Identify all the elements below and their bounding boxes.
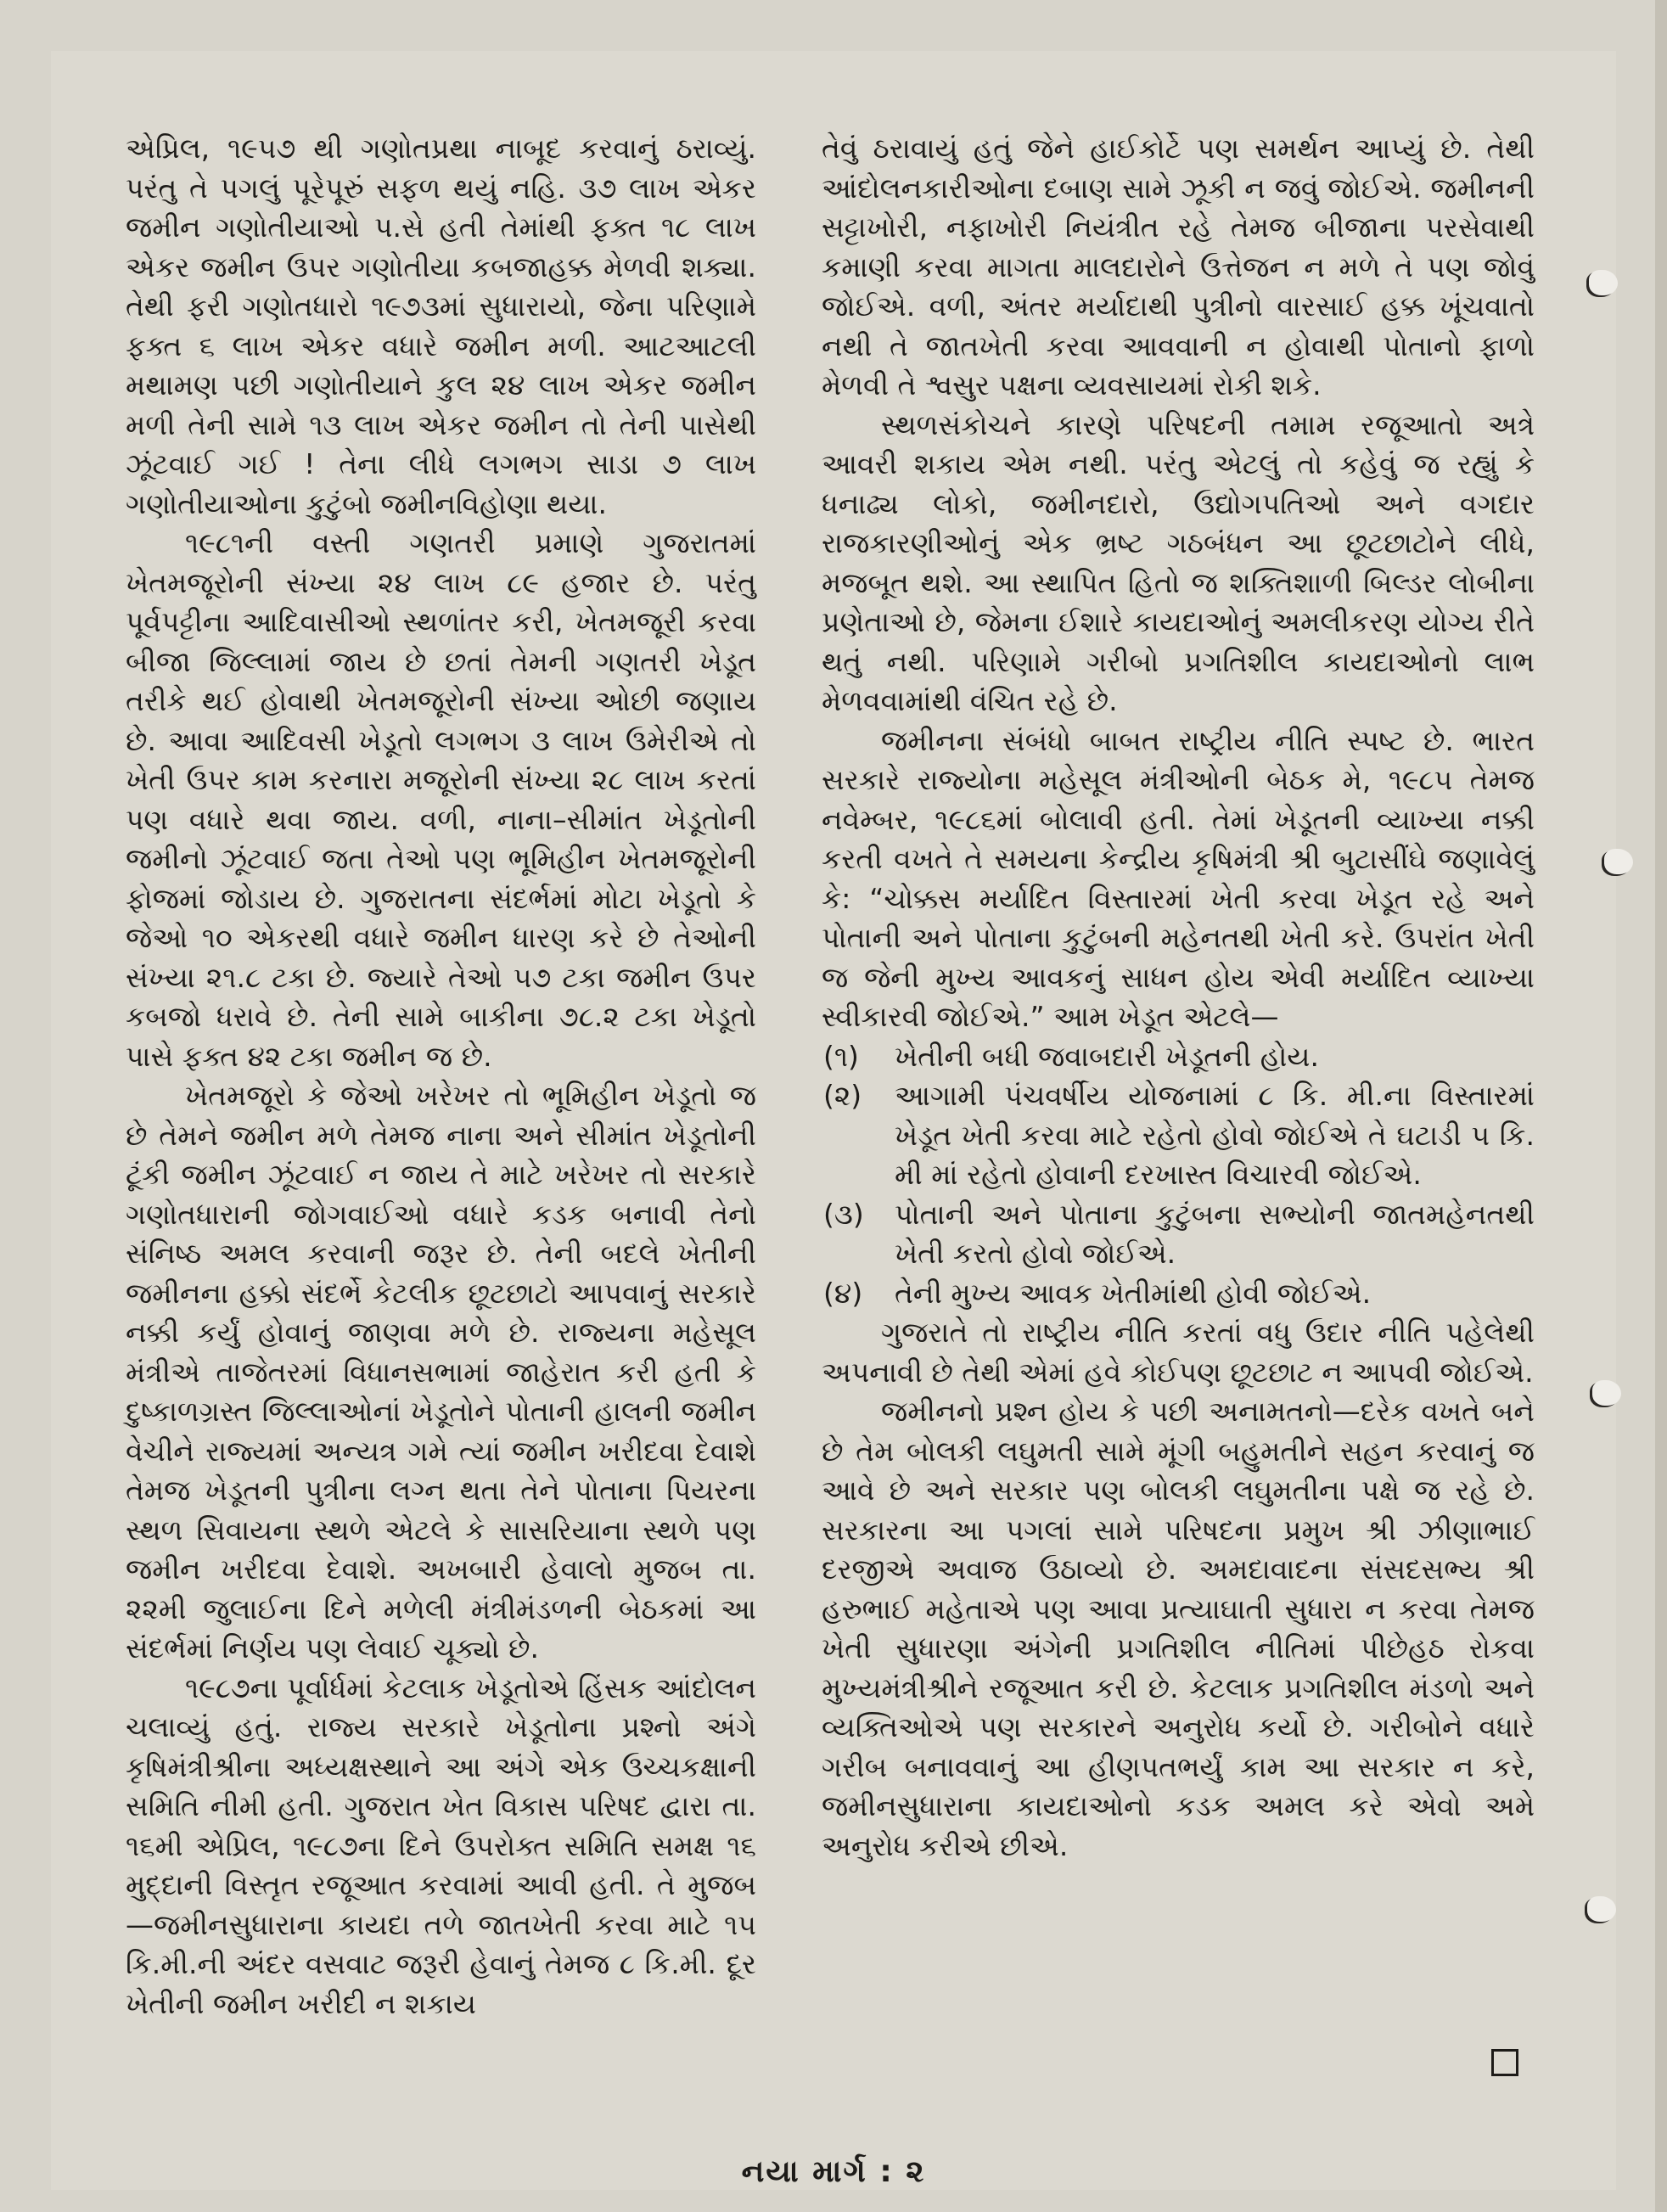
list-number: (૪) <box>823 1276 863 1310</box>
paper-hole <box>1592 1380 1621 1406</box>
page-footer: નયા માર્ગ : ૨ <box>741 2154 926 2189</box>
paragraph: ખેતમજૂરો કે જેઓ ખરેખર તો ભૂમિહીન ખેડૂતો જ છે તેમને જમીન મળે તેમજ નાના અને સીમાંત ખેડૂતોની ટૂંકી જમીન ઝૂંટવાઈ ન જાય તે માટે ખરેખર તો સરકારે ગણોતધારાની જોગવાઈઓ વધારે કડક બનાવી તેનો સંનિષ્ઠ અમલ કરવાની જરૂર છે. તેની બદલે ખેતીની જમીનના હક્કો સંદર્ભે કેટલીક છૂટછાટો આપવાનું સરકારે નક્કી કર્યું હોવાનું જાણવા મળે છે. રાજ્યના મહેસૂલ મંત્રીએ તાજેતરમાં વિધાનસભામાં જાહેરાત કરી હતી કે દુષ્કાળગ્રસ્ત જિલ્લાઓનાં ખેડૂતોને પોતાની હાલની જમીન વેચીને રાજ્યમાં અન્યત્ર ગમે ત્યાં જમીન ખરીદવા દેવાશે તેમજ ખેડૂતની પુત્રીના લગ્ન થતા તેને પોતાના પિયરના સ્થળ સિવાયના સ્થળે એટલે કે સાસરિયાના સ્થળે પણ જમીન ખરીદવા દેવાશે. અખબારી હેવાલો મુજબ તા. ૨૨મી જુલાઈના દિને મળેલી મંત્રીમંડળની બેઠકમાં આ સંદર્ભમાં નિર્ણય પણ લેવાઈ ચૂક્યો છે. <box>126 1079 756 1665</box>
list-text: આગામી પંચવર્ષીય યોજનામાં ૮ કિ. મી.ના વિસ્તારમાં ખેડૂત ખેતી કરવા માટે રહેતો હોવો જોઈએ તે ઘટાડી ૫ કિ. મી માં રહેતો હોવાની દરખાસ્ત વિચારવી જોઈએ. <box>895 1079 1535 1191</box>
list-item <box>822 1195 1535 1274</box>
list-item <box>822 1274 1535 1314</box>
paragraph: એપ્રિલ, ૧૯૫૭ થી ગણોતપ્રથા નાબૂદ કરવાનું ઠરાવ્યું. પરંતુ તે પગલું પૂરેપૂરું સફળ થયું નહિ. ૩૭ લાખ એકર જમીન ગણોતીયાઓ પ.સે હતી તેમાંથી ફક્ત ૧૮ લાખ એકર જમીન ઉપર ગણોતીયા કબજાહક્ક મેળવી શક્યા. તેથી ફરી ગણોતધારો ૧૯૭૩માં સુધારાયો, જેના પરિણામે ફક્ત ૬ લાખ એકર વધારે જમીન મળી. આટઆટલી મથામણ પછી ગણોતીયાને કુલ ૨૪ લાખ એકર જમીન મળી તેની સામે ૧૩ લાખ એકર જમીન તો તેની પાસેથી ઝૂંટવાઈ ગઈ ! તેના લીધે લગભગ સાડા ૭ લાખ ગણોતીયાઓના કુટુંબો જમીનવિહોણા થયા. <box>126 132 756 520</box>
paragraph: તેવું ઠરાવાયું હતું જેને હાઈકોર્ટે પણ સમર્થન આપ્યું છે. તેથી આંદોલનકારીઓના દબાણ સામે ઝૂકી ન જવું જોઈએ. જમીનની સટ્ટાખોરી, નફાખોરી નિયંત્રીત રહે તેમજ બીજાના પરસેવાથી કમાણી કરવા માગતા માલદારોને ઉત્તેજન ન મળે તે પણ જોવું જોઈએ. વળી, અંતર મર્યાદાથી પુત્રીનો વારસાઈ હક્ક ખૂંચવાતો નથી તે જાતખેતી કરવા આવવાની ન હોવાથી પોતાનો ફાળો મેળવી તે શ્વસુર પક્ષના વ્યવસાયમાં રોકી શકે. <box>822 132 1535 401</box>
paper-hole <box>1587 1896 1616 1922</box>
farmer-definition-list <box>822 1037 1535 1314</box>
page-edge <box>1655 0 1667 2212</box>
paper-hole <box>1604 849 1633 874</box>
paragraph: ૧૯૮૧ની વસ્તી ગણતરી પ્રમાણે ગુજરાતમાં ખેતમજૂરોની સંખ્યા ૨૪ લાખ ૮૯ હજાર છે. પરંતુ પૂર્વપટ્ટીના આદિવાસીઓ સ્થળાંતર કરી, ખેતમજૂરી કરવા બીજા જિલ્લામાં જાય છે છતાં તેમની ગણતરી ખેડૂત તરીકે થઈ હોવાથી ખેતમજૂરોની સંખ્યા ઓછી જણાય છે. આવા આદિવસી ખેડૂતો લગભગ ૩ લાખ ઉમેરીએ તો ખેતી ઉપર કામ કરનારા મજૂરોની સંખ્યા ૨૮ લાખ કરતાં પણ વધારે થવા જાય. વળી, નાના–સીમાંત ખેડૂતોની જમીનો ઝૂંટવાઈ જતા તેઓ પણ ભૂમિહીન ખેતમજૂરોની ફોજમાં જોડાય છે. ગુજરાતના સંદર્ભમાં મોટા ખેડૂતો કે જેઓ ૧૦ એકરથી વધારે જમીન ધારણ કરે છે તેઓની સંખ્યા ૨૧.૮ ટકા છે. જ્યારે તેઓ ૫૭ ટકા જમીન ઉપર કબજો ધરાવે છે. તેની સામે બાકીના ૭૮.૨ ટકા ખેડૂતો પાસે ફક્ત ૪૨ ટકા જમીન જ છે. <box>126 526 756 1073</box>
list-text: ખેતીની બધી જવાબદારી ખેડૂતની હોય. <box>895 1039 1319 1073</box>
paragraph: ગુજરાતે તો રાષ્ટ્રીય નીતિ કરતાં વધુ ઉદાર નીતિ પહેલેથી અપનાવી છે તેથી એમાં હવે કોઈપણ છૂટછાટ ન આપવી જોઈએ. <box>822 1316 1535 1389</box>
list-number: (૧) <box>823 1039 859 1073</box>
list-item <box>822 1076 1535 1195</box>
list-item <box>822 1037 1535 1077</box>
end-of-article-square <box>1491 2049 1518 2076</box>
right-column <box>822 129 1535 1866</box>
paper-hole <box>1589 270 1618 295</box>
paragraph: જમીનના સંબંધો બાબત રાષ્ટ્રીય નીતિ સ્પષ્ટ છે. ભારત સરકારે રાજ્યોના મહેસૂલ મંત્રીઓની બેઠક મે, ૧૯૮૫ તેમજ નવેમ્બર, ૧૯૮૬માં બોલાવી હતી. તેમાં ખેડૂતની વ્યાખ્યા નક્કી કરતી વખતે તે સમયના કેન્દ્રીય કૃષિમંત્રી શ્રી બુટાસીંઘે જણાવેલું કે: “ચોક્કસ મર્યાદિત વિસ્તારમાં ખેતી કરવા ખેડૂત રહે અને પોતાની અને પોતાના કુટુંબની મહેનતથી ખેતી કરે. ઉપરાંત ખેતી જ જેની મુખ્ય આવકનું સાધન હોય એવી મર્યાદિત વ્યાખ્યા સ્વીકારવી જોઈએ.” આમ ખેડૂત એટલે— <box>822 723 1535 1033</box>
paragraph: જમીનનો પ્રશ્ન હોય કે પછી અનામતનો—દરેક વખતે બને છે તેમ બોલકી લઘુમતી સામે મૂંગી બહુમતીને સહન કરવાનું જ આવે છે અને સરકાર પણ બોલકી લઘુમતીના પક્ષે જ રહે છે. સરકારના આ પગલાં સામે પરિષદના પ્રમુખ શ્રી ઝીણાભાઈ દરજીએ અવાજ ઉઠાવ્યો છે. અમદાવાદના સંસદસભ્ય શ્રી હરુભાઈ મહેતાએ પણ આવા પ્રત્યાઘાતી સુધારા ન કરવા તેમજ ખેતી સુધારણા અંગેની પ્રગતિશીલ નીતિમાં પીછેહઠ રોકવા મુખ્યમંત્રીશ્રીને રજૂઆત કરી છે. કેટલાક પ્રગતિશીલ મંડળો અને વ્યક્તિઓએ પણ સરકારને અનુરોધ કર્યો છે. ગરીબોને વધારે ગરીબ બનાવવાનું આ હીણપતભર્યું કામ આ સરકાર ન કરે, જમીનસુધારાના કાયદાઓનો કડક અમલ કરે એવો અમે અનુરોધ કરીએ છીએ. <box>822 1395 1535 1862</box>
paragraph: ૧૯૮૭ના પૂર્વાર્ધમાં કેટલાક ખેડૂતોએ હિંસક આંદોલન ચલાવ્યું હતું. રાજ્ય સરકારે ખેડૂતોના પ્રશ્નો અંગે કૃષિમંત્રીશ્રીના અધ્યક્ષસ્થાને આ અંગે એક ઉચ્ચકક્ષાની સમિતિ નીમી હતી. ગુજરાત ખેત વિકાસ પરિષદ દ્વારા તા. ૧૬મી એપ્રિલ, ૧૯૮૭ના દિને ઉપરોક્ત સમિતિ સમક્ષ ૧૬ મુદ્દાની વિસ્તૃત રજૂઆત કરવામાં આવી હતી. તે મુજબ—જમીનસુધારાના કાયદા તળે જાતખેતી કરવા માટે ૧૫ કિ.મી.ની અંદર વસવાટ જરૂરી હેવાનું તેમજ ૮ કિ.મી. દૂર ખેતીની જમીન ખરીદી ન શકાય <box>126 1670 756 2020</box>
list-text: તેની મુખ્ય આવક ખેતીમાંથી હોવી જોઈએ. <box>895 1276 1372 1310</box>
left-column <box>126 129 756 2024</box>
list-text: પોતાની અને પોતાના કુટુંબના સભ્યોની જાતમહેનતથી ખેતી કરતો હોવો જોઈએ. <box>895 1197 1535 1270</box>
list-number: (૨) <box>823 1079 862 1112</box>
list-number: (૩) <box>823 1197 864 1231</box>
paragraph: સ્થળસંકોચને કારણે પરિષદની તમામ રજૂઆતો અત્રે આવરી શકાય એમ નથી. પરંતુ એટલું તો કહેવું જ રહ્યું કે ધનાઢ્ય લોકો, જમીનદારો, ઉદ્યોગપતિઓ અને વગદાર રાજકારણીઓનું એક ભ્રષ્ટ ગઠબંધન આ છૂટછાટોને લીધે, મજબૂત થશે. આ સ્થાપિત હિતો જ શક્તિશાળી બિલ્ડર લોબીના પ્રણેતાઓ છે, જેમના ઈશારે કાયદાઓનું અમલીકરણ યોગ્ય રીતે થતું નથી. પરિણામે ગરીબો પ્રગતિશીલ કાયદાઓનો લાભ મેળવવામાંથી વંચિત રહે છે. <box>822 407 1535 717</box>
